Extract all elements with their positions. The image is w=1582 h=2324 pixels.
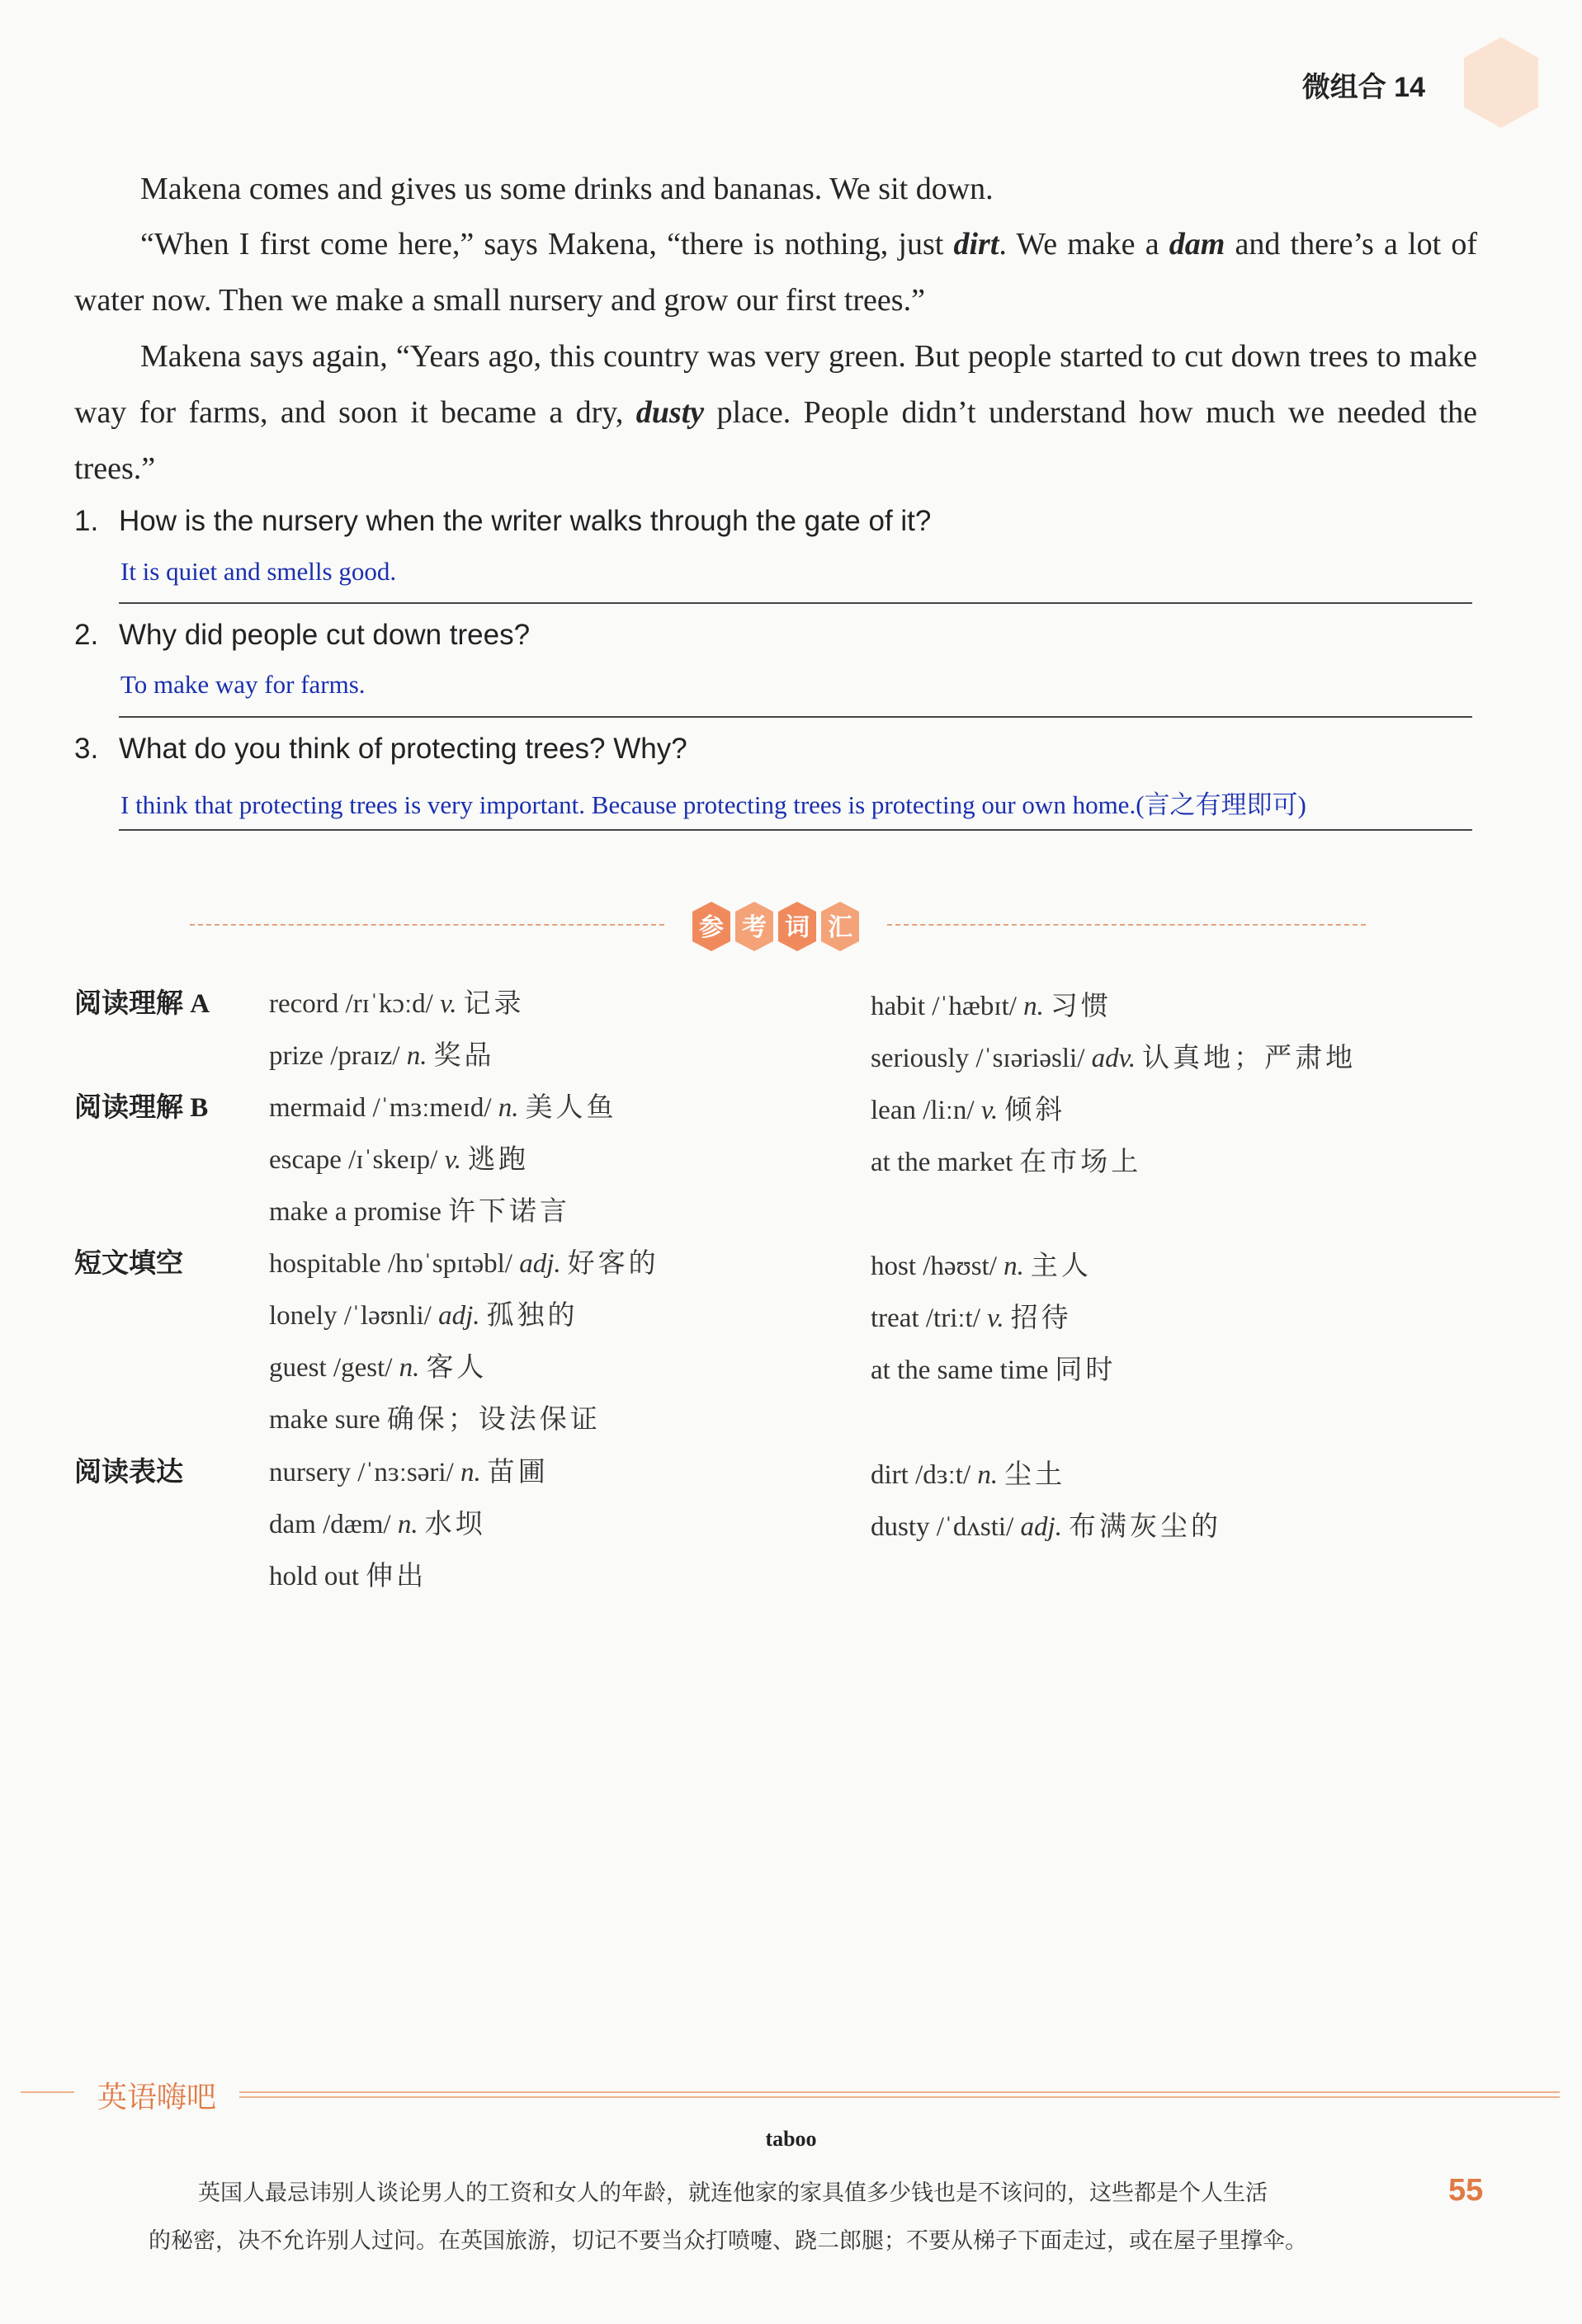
vocab-item: habit /ˈhæbɪt/ n. 习惯 [871,989,1112,1021]
section-header-label: 微组合 14 [1301,72,1425,103]
vocab-item: escape /ɪˈskeɪp/ v. 逃跑 [269,1143,530,1175]
passage-paragraph-1: Makena comes and gives us some drinks and bananas. We sit down. [140,172,994,206]
vocab-item: at the market 在市场上 [871,1145,1142,1177]
question-3: 3. What do you think of protecting trees? Why? [74,733,687,765]
vocab-item: make a promise 许下诺言 [269,1195,570,1227]
vocab-item: guest /gest/ n. 客人 [269,1351,488,1383]
bold-word-dusty: dusty [635,395,705,430]
vocab-item: hold out 伸出 [269,1559,427,1591]
bold-word-dirt: dirt [953,227,999,262]
banner-char-2: 考 [742,913,767,942]
footer-rule-left [21,2091,74,2093]
hexagon-decoration-icon [1460,33,1542,132]
banner-char-3: 词 [785,913,810,942]
dashed-divider-left [190,924,664,926]
vocab-item: hospitable /hɒˈspɪtəbl/ adj. 好客的 [269,1247,659,1279]
answer-line-1 [119,602,1472,604]
section-label-expression: 阅读表达 [74,1458,183,1487]
vocab-item: record /rɪˈkɔːd/ v. 记录 [269,987,525,1019]
vocab-item: nursery /ˈnɜːsəri/ n. 苗圃 [269,1455,549,1487]
footer-rule-right [239,2091,1560,2093]
answer-1: It is quiet and smells good. [120,557,397,586]
vocab-item: lonely /ˈləʊnli/ adj. 孤独的 [269,1299,578,1331]
vocab-item: host /həʊst/ n. 主人 [871,1249,1092,1281]
vocab-item: dam /dæm/ n. 水坝 [269,1507,486,1539]
answer-2: To make way for farms. [120,670,366,699]
answer-3: I think that protecting trees is very important. Because protecting trees is protecting our own home.(言之有理即可) [120,790,1306,819]
passage-paragraph-2: “When I first come here,” says Makena, “there is nothing, just dirt. We make a dam and there’s a lot of water now. Then we make a small nursery and grow our first trees.” [74,227,1477,318]
vocab-item: at the same time 同时 [871,1353,1117,1385]
answer-line-2 [119,716,1472,718]
vocab-item: dusty /ˈdʌsti/ adj. 布满灰尘的 [871,1510,1221,1542]
vocab-item: make sure 确保；设法保证 [269,1402,601,1435]
question-1: 1. How is the nursery when the writer walks through the gate of it? [74,505,932,537]
taboo-title: taboo [765,2127,817,2151]
vocab-item: treat /triːt/ v. 招待 [871,1301,1072,1333]
taboo-text-line-2: 的秘密，决不允许别人过问。在英国旅游，切记不要当众打喷嚏、跷二郎腿；不要从梯子下面走过，或在屋子里撑伞。 [149,2228,1307,2254]
banner-char-4: 汇 [828,913,852,942]
question-2: 2. Why did people cut down trees? [74,619,531,651]
vocab-item: dirt /dɜːt/ n. 尘土 [871,1458,1066,1490]
vocab-item: mermaid /ˈmɜːmeɪd/ n. 美人鱼 [269,1091,617,1123]
banner-char-1: 参 [699,913,724,942]
section-label-reading-b: 阅读理解 B [74,1093,209,1123]
english-fun-section-label: 英语嗨吧 [97,2081,217,2114]
dashed-divider-right [887,924,1366,926]
footer-rule-right-2 [239,2096,1560,2098]
passage-paragraph-3: Makena says again, “Years ago, this country was very green. But people started to cut down trees to make way for farms, and soon it became a dry, dusty place. People didn’t understand how much we needed the trees.” [74,339,1477,486]
section-label-cloze: 短文填空 [74,1249,183,1279]
page-number: 55 [1448,2173,1484,2208]
vocab-item: prize /praɪz/ n. 奖品 [269,1039,495,1071]
section-label-reading-a: 阅读理解 A [74,989,210,1019]
vocab-item: lean /liːn/ v. 倾斜 [871,1093,1066,1125]
taboo-text-line-1: 英国人最忌讳别人谈论男人的工资和女人的年龄，就连他家的家具值多少钱也是不该问的，这些都是个人生活 [198,2180,1268,2206]
vocab-item: seriously /ˈsɪəriəsli/ adv. 认真地；严肃地 [871,1041,1357,1073]
reference-vocab-banner [689,898,862,955]
bold-word-dam: dam [1169,227,1225,262]
answer-line-3 [119,829,1472,831]
